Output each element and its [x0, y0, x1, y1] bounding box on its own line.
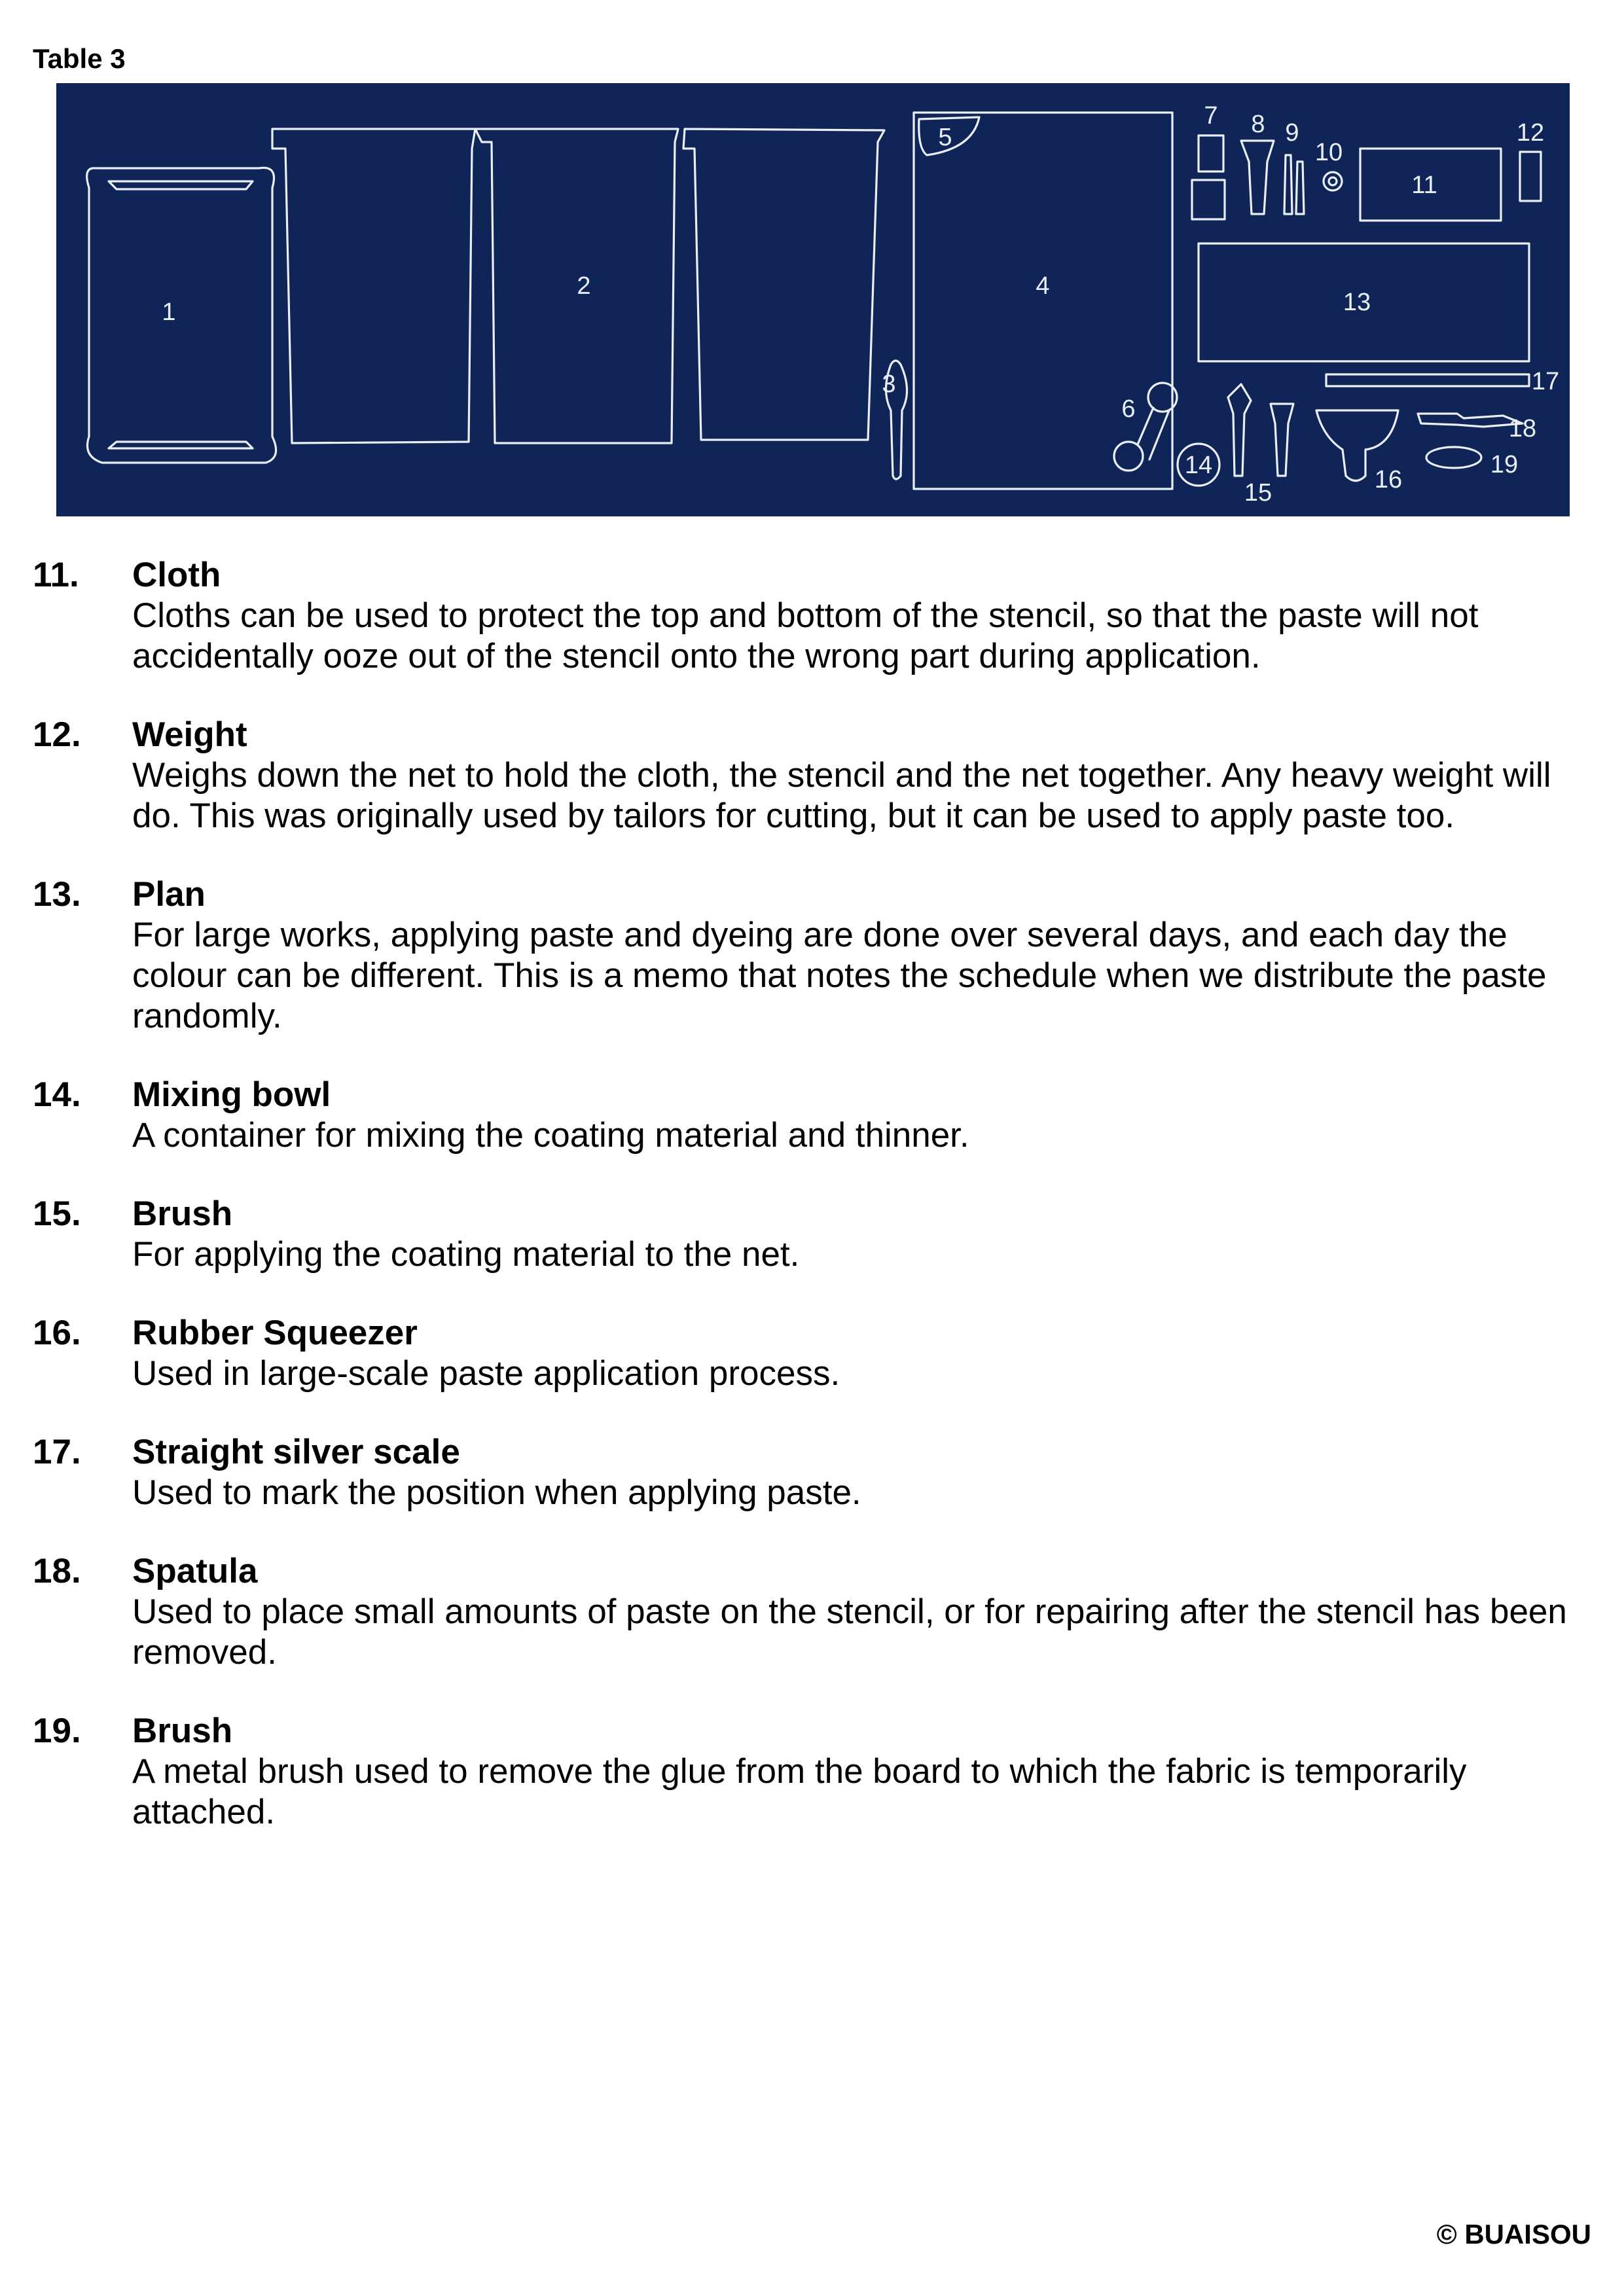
tool-entry-19 [33, 1711, 1591, 1833]
figure-label-14: 14 [1184, 452, 1213, 479]
figure-label-9: 9 [1285, 119, 1299, 147]
tool-outline-1-inner-top [109, 181, 253, 189]
tool-outline-12 [1520, 152, 1541, 201]
tool-outline-19 [1426, 447, 1481, 468]
entry-number: 15. [33, 1194, 81, 1233]
tool-entry-12 [33, 715, 1591, 836]
entry-description: For applying the coating material to the net. [132, 1235, 800, 1274]
tools-figure [56, 83, 1570, 516]
entry-number: 17. [33, 1433, 81, 1471]
entry-description: A container for mixing the coating material and thinner. [132, 1116, 969, 1155]
figure-label-7: 7 [1204, 102, 1218, 130]
figure-number-labels [162, 102, 1559, 507]
figure-label-18: 18 [1508, 415, 1537, 442]
entry-title: Straight silver scale [132, 1433, 460, 1471]
entry-description: Used to mark the position when applying paste. [132, 1473, 861, 1512]
entry-number: 16. [33, 1314, 81, 1352]
tool-outline-9 [1284, 155, 1304, 214]
figure-label-8: 8 [1251, 111, 1265, 138]
entry-title: Brush [132, 1194, 233, 1233]
figure-label-2: 2 [577, 272, 591, 300]
tool-entry-18 [33, 1551, 1591, 1673]
entry-description: Cloths can be used to protect the top and bottom of the stencil, so that the paste will not accidentally ooze out of the stencil onto the wrong part during application. [132, 596, 1479, 675]
tool-outline-15b [1271, 404, 1293, 476]
entry-description: Used to place small amounts of paste on the stencil, or for repairing after the stencil has been removed. [132, 1592, 1567, 1672]
tool-entry-11 [33, 555, 1591, 677]
entry-description: Used in large-scale paste application process. [132, 1354, 840, 1393]
tool-outline-7a [1199, 135, 1223, 171]
entry-number: 19. [33, 1712, 81, 1750]
entry-title: Weight [132, 715, 247, 754]
tool-entry-16 [33, 1313, 1591, 1394]
figure-label-16: 16 [1374, 466, 1403, 493]
figure-label-12: 12 [1516, 119, 1545, 147]
entry-title: Cloth [132, 556, 221, 594]
figure-label-15: 15 [1244, 479, 1272, 507]
entry-title: Spatula [132, 1552, 258, 1590]
tool-outline-6b [1114, 442, 1143, 471]
tool-entries-list [33, 555, 1591, 1871]
tools-outline-drawing [56, 83, 1570, 516]
tool-entry-13 [33, 874, 1591, 1037]
figure-label-5: 5 [938, 124, 952, 151]
entry-description: For large works, applying paste and dyeing are done over several days, and each day the colour can be different. This is a memo that notes the schedule when we distribute the paste randomly. [132, 916, 1547, 1035]
entry-number: 14. [33, 1075, 81, 1114]
tool-outline-4 [914, 113, 1172, 489]
entry-title: Rubber Squeezer [132, 1314, 418, 1352]
entry-title: Brush [132, 1712, 233, 1750]
tool-outline-1 [87, 168, 276, 463]
figure-label-10: 10 [1314, 139, 1343, 166]
entry-description: A metal brush used to remove the glue from the board to which the fabric is temporarily attached. [132, 1752, 1467, 1831]
tool-entry-17 [33, 1432, 1591, 1513]
tool-outline-2c [683, 129, 884, 440]
tool-entry-15 [33, 1194, 1591, 1275]
figure-label-17: 17 [1531, 368, 1560, 395]
tool-outline-10-inner [1329, 177, 1337, 185]
figure-label-3: 3 [882, 370, 896, 398]
entry-number: 18. [33, 1552, 81, 1590]
tool-entry-14 [33, 1075, 1591, 1156]
table-label: Table 3 [33, 43, 126, 74]
figure-label-1: 1 [162, 298, 176, 326]
figure-label-4: 4 [1036, 272, 1050, 300]
tool-outline-1-inner-bottom [109, 442, 253, 448]
entry-number: 13. [33, 875, 81, 914]
entry-number: 12. [33, 715, 81, 754]
tool-outline-8 [1241, 141, 1274, 214]
tool-outline-17 [1326, 374, 1529, 386]
figure-label-6: 6 [1121, 395, 1136, 423]
tool-outline-7b [1192, 180, 1225, 219]
entry-title: Mixing bowl [132, 1075, 331, 1114]
figure-label-13: 13 [1343, 289, 1371, 316]
tool-outline-18 [1418, 414, 1523, 427]
copyright-notice: © BUAISOU [1436, 2219, 1591, 2250]
entry-number: 11. [33, 556, 79, 594]
tool-outline-15a [1228, 384, 1251, 476]
entry-title: Plan [132, 875, 206, 914]
figure-label-11: 11 [1411, 171, 1437, 199]
tool-outline-2a [272, 129, 475, 443]
figure-label-19: 19 [1490, 451, 1519, 478]
entry-description: Weighs down the net to hold the cloth, the stencil and the net together. Any heavy weight will do. This was originally used by tailors for cutting, but it can be used to apply paste too. [132, 756, 1551, 835]
tool-outline-10 [1324, 172, 1342, 190]
